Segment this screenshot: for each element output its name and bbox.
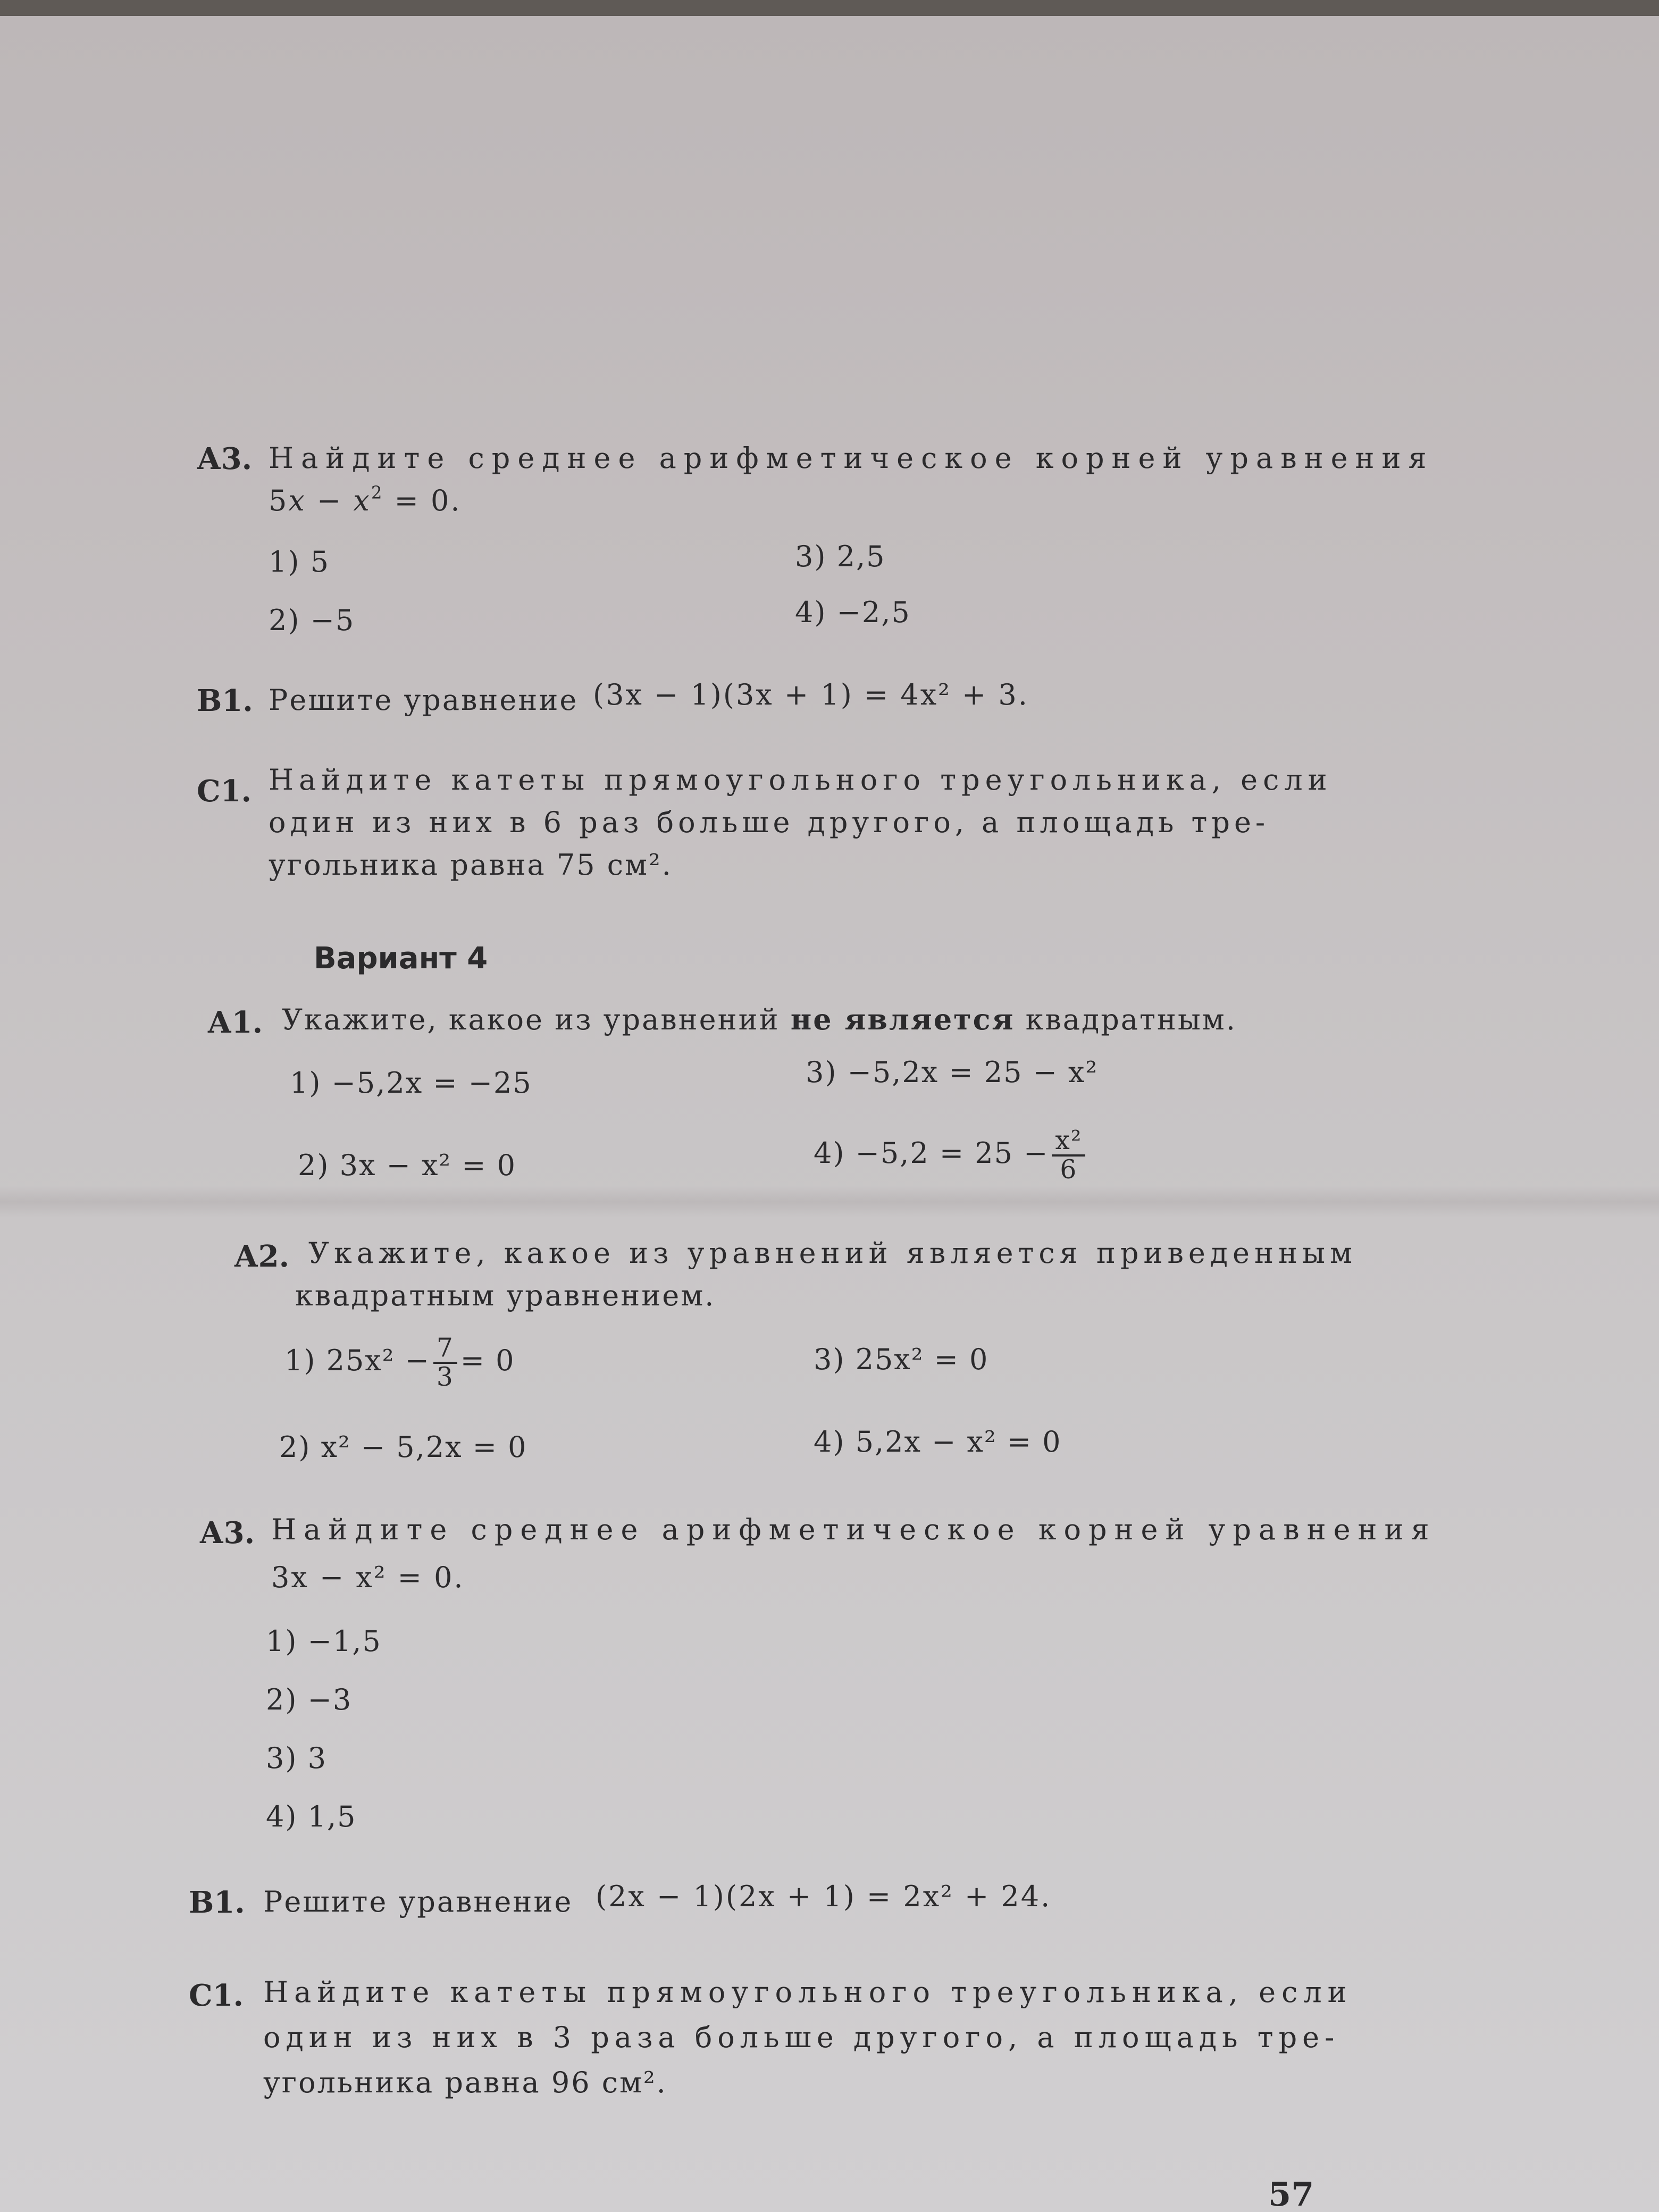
- option-4: 4) 1,5: [266, 1800, 357, 1833]
- task-label: А3.: [199, 1515, 255, 1551]
- task-line-2: квадратным уравнением.: [295, 1279, 716, 1312]
- task-line-3: угольника равна 96 см².: [263, 2066, 667, 2099]
- option-3: 3) 2,5: [795, 540, 886, 573]
- task-question: Найдите среднее арифметическое корней уравнения: [269, 441, 1434, 475]
- task-prompt: Решите уравнение: [263, 1885, 573, 1918]
- page-number: 57: [1268, 2175, 1314, 2212]
- option-3: 3) 25x² = 0: [814, 1343, 989, 1376]
- task-label: А1.: [207, 1005, 263, 1040]
- option-4: 4) −5,2 = 25 − $\frac{\text{x²}}{6}$: [814, 1127, 1088, 1184]
- task-label: С1.: [189, 1978, 244, 2013]
- task-equation: 3x − x² = 0.: [271, 1561, 465, 1594]
- task-equation: (3x − 1)(3x + 1) = 4x² + 3.: [593, 678, 1029, 711]
- option-1: 1) 5: [269, 545, 330, 579]
- variant-heading: Вариант 4: [314, 941, 488, 976]
- option-2: 2) 3x − x² = 0: [298, 1149, 517, 1182]
- task-prompt: Решите уравнение: [269, 683, 579, 717]
- option-2: 2) x² − 5,2x = 0: [279, 1430, 527, 1464]
- task-question: Укажите, какое из уравнений не является квадратным.: [282, 1002, 1237, 1036]
- option-1: 1) 25x² − $\frac{7}{3}$ = 0: [284, 1333, 515, 1393]
- task-label: В1.: [189, 1885, 245, 1920]
- option-3: 3) −5,2x = 25 − x²: [806, 1055, 1099, 1089]
- paper-fold: [0, 1186, 1659, 1218]
- task-line-1: Найдите катеты прямоугольного треугольника, если: [263, 1975, 1353, 2009]
- option-1: 1) −1,5: [266, 1624, 382, 1658]
- option-2: 2) −3: [266, 1683, 353, 1716]
- task-question: Найдите среднее арифметическое корней уравнения: [271, 1513, 1437, 1546]
- task-equation: $5x - x^2 = 0$.: [269, 482, 462, 517]
- task-label: В1.: [197, 683, 253, 718]
- task-equation: (2x − 1)(2x + 1) = 2x² + 24.: [596, 1880, 1052, 1913]
- textbook-page: [0, 16, 1659, 2212]
- task-line-2: один из них в 3 раза больше другого, а площадь тре-: [263, 2021, 1340, 2054]
- option-3: 3) 3: [266, 1741, 327, 1775]
- task-label: А2.: [234, 1239, 290, 1274]
- option-4: 4) −2,5: [795, 596, 911, 629]
- option-1: 1) −5,2x = −25: [290, 1066, 532, 1100]
- task-line-3: угольника равна 75 см².: [269, 848, 673, 882]
- fraction: $\frac{\text{x²}}{6}$: [1052, 1127, 1085, 1184]
- option-2: 2) −5: [269, 604, 355, 637]
- option-4: 4) 5,2x − x² = 0: [814, 1425, 1062, 1459]
- task-line-1: Укажите, какое из уравнений является приведенным: [308, 1236, 1357, 1270]
- task-label: С1.: [197, 774, 252, 809]
- task-line-1: Найдите катеты прямоугольного треугольника, если: [269, 763, 1333, 797]
- task-label: А3.: [197, 441, 253, 476]
- task-line-2: один из них в 6 раз больше другого, а площадь тре-: [269, 806, 1270, 839]
- fraction: $\frac{7}{3}$: [433, 1335, 457, 1391]
